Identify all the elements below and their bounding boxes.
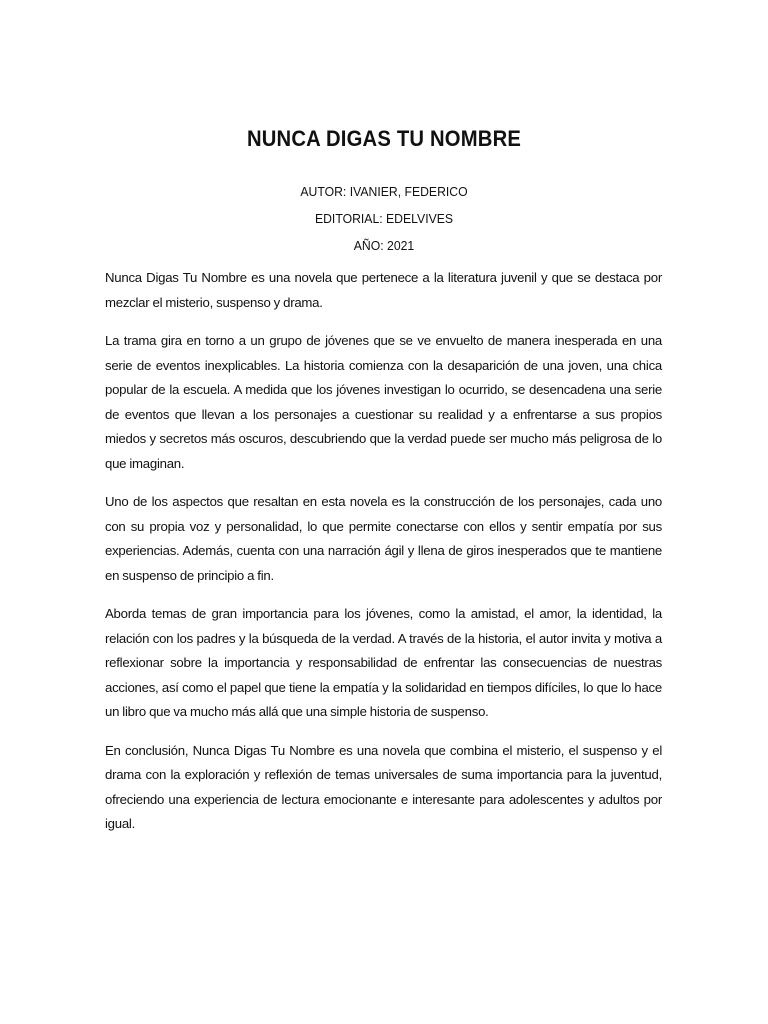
paragraph-plot: La trama gira en torno a un grupo de jóvenes que se ve envuelto de manera inesperada en una serie de eventos inexplicables. La historia comienza con la desaparición de una joven, una chica popular de la escuela. A medida que los jóvenes investigan lo ocurrido, se desencadena una serie de eventos que llevan a los personajes a cuestionar su realidad y a enfrentarse a sus propios miedos y secretos más oscuros, descubriendo que la verdad puede ser mucho más peligrosa de lo que imaginan. — [105, 333, 662, 471]
document-body — [105, 266, 662, 851]
author-line: AUTOR: IVANIER, FEDERICO — [300, 184, 468, 199]
paragraph-intro: Nunca Digas Tu Nombre es una novela que pertenece a la literatura juvenil y que se destaca por mezclar el misterio, suspenso y drama. — [105, 270, 662, 310]
paragraph-characters: Uno de los aspectos que resaltan en esta novela es la construcción de los personajes, cada uno con su propia voz y personalidad, lo que permite conectarse con ellos y sentir empatía por sus experiencias. Además, cuenta con una narración ágil y llena de giros inesperados que te mantiene en suspenso de principio a fin. — [105, 494, 662, 583]
publisher-line: EDITORIAL: EDELVIVES — [314, 211, 454, 226]
document-title: NUNCA DIGAS TU NOMBRE — [246, 126, 522, 151]
year-line: AÑO: 2021 — [353, 238, 415, 253]
paragraph-conclusion: En conclusión, Nunca Digas Tu Nombre es una novela que combina el misterio, el suspenso y el drama con la exploración y reflexión de temas universales de suma importancia para la juventud, ofreciendo una experiencia de lectura emocionante e interesante para adolescentes y adultos por igual. — [105, 742, 662, 831]
paragraph-themes: Aborda temas de gran importancia para los jóvenes, como la amistad, el amor, la identidad, la relación con los padres y la búsqueda de la verdad. A través de la historia, el autor invita y motiva a reflexionar sobre la importancia y responsabilidad de enfrentar las consecuencias de nuestras acciones, así como el papel que tiene la empatía y la solidaridad en tiempos difíciles, lo que lo hace un libro que va mucho más allá que una simple historia de suspenso. — [105, 606, 662, 719]
